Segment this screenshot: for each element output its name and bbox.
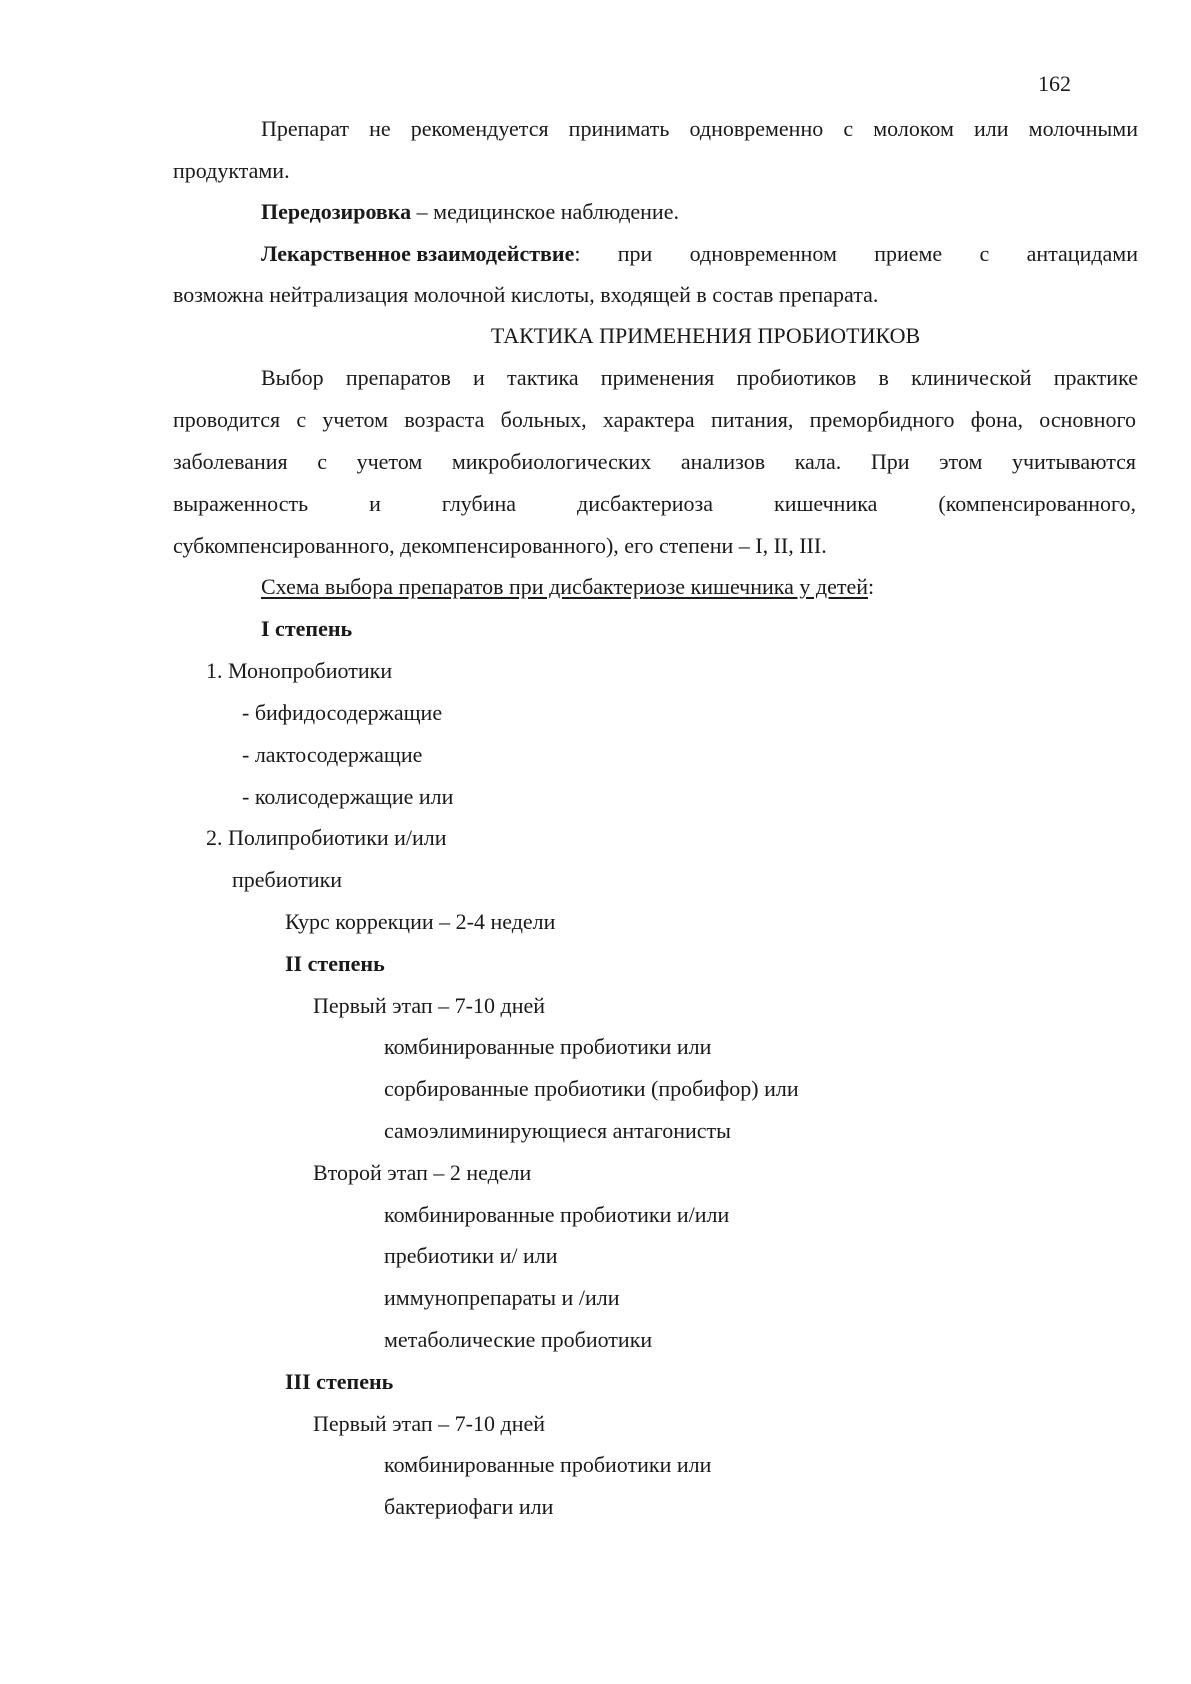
degree-3-stage-1-item: комбинированные пробиотики или [384, 1452, 712, 1477]
degree-2-stage-1-item: самоэлиминирующиеся антагонисты [384, 1118, 731, 1143]
scheme-title-suffix: : [868, 574, 875, 599]
paragraph-line-2: проводится с учетом возраста больных, характера питания, преморбидного фона, основного [173, 407, 1136, 432]
degree-2-stage-1-item: сорбированные пробиотики (пробифор) или [384, 1076, 799, 1101]
degree-2-stage-2-item: комбинированные пробиотики и/или [384, 1202, 730, 1227]
degree-3-stage-1-item: бактериофаги или [384, 1494, 554, 1519]
degree-1-sub-3: - колисодержащие или [242, 784, 454, 809]
degree-2-stage-2: Второй этап – 2 недели [313, 1160, 532, 1185]
intro-line-2: продуктами. [173, 158, 290, 183]
overdose-label: Передозировка [261, 199, 412, 224]
degree-1-course: Курс коррекции – 2-4 недели [285, 909, 556, 934]
degree-1-sub-2: - лактосодержащие [242, 742, 423, 767]
scheme-title [261, 572, 874, 602]
degree-1-item-1: 1. Монопробиотики [206, 658, 393, 683]
degree-1-item-2: 2. Полипробиотики и/или [206, 825, 447, 850]
interaction-text-1: : при одновременном приеме с антацидами [574, 241, 1138, 266]
paragraph-line-3: заболевания с учетом микробиологических анализов кала. При этом учитываются [173, 449, 1136, 474]
degree-2-stage-2-item: метаболические пробиотики [384, 1327, 653, 1352]
interaction-label: Лекарственное взаимодействие [261, 241, 575, 266]
degree-2-stage-2-item: иммунопрепараты и /или [384, 1285, 620, 1310]
paragraph-line-1: Выбор препаратов и тактика применения пробиотиков в клинической практике [261, 365, 1138, 390]
page-number: 162 [1038, 71, 1071, 96]
degree-1-item-2-cont: пребиотики [232, 867, 343, 892]
overdose-text: – медицинское наблюдение. [411, 199, 679, 224]
section-heading: ТАКТИКА ПРИМЕНЕНИЯ ПРОБИОТИКОВ [490, 323, 921, 348]
degree-2-stage-2-item: пребиотики и/ или [384, 1243, 558, 1268]
degree-2-stage-1-item: комбинированные пробиотики или [384, 1034, 712, 1059]
intro-line-1: Препарат не рекомендуется принимать одновременно с молоком или молочными [261, 116, 1138, 141]
interaction-line-1 [261, 239, 1138, 269]
paragraph-line-4: выраженность и глубина дисбактериоза кишечника (компенсированного, [173, 491, 1136, 516]
degree-3-title: III степень [285, 1369, 394, 1394]
degree-2-stage-1: Первый этап – 7-10 дней [313, 993, 545, 1018]
scheme-title-text: Схема выбора препаратов при дисбактериозе кишечника у детей [261, 574, 869, 599]
degree-1-sub-1: - бифидосодержащие [242, 700, 443, 725]
degree-1-title: I степень [261, 616, 353, 641]
overdose-line [261, 197, 679, 227]
degree-3-stage-1: Первый этап – 7-10 дней [313, 1411, 545, 1436]
paragraph-line-5: субкомпенсированного, декомпенсированного), его степени – I, II, III. [173, 533, 827, 558]
interaction-line-2: возможна нейтрализация молочной кислоты, входящей в состав препарата. [173, 282, 879, 307]
degree-2-title: II степень [285, 951, 385, 976]
